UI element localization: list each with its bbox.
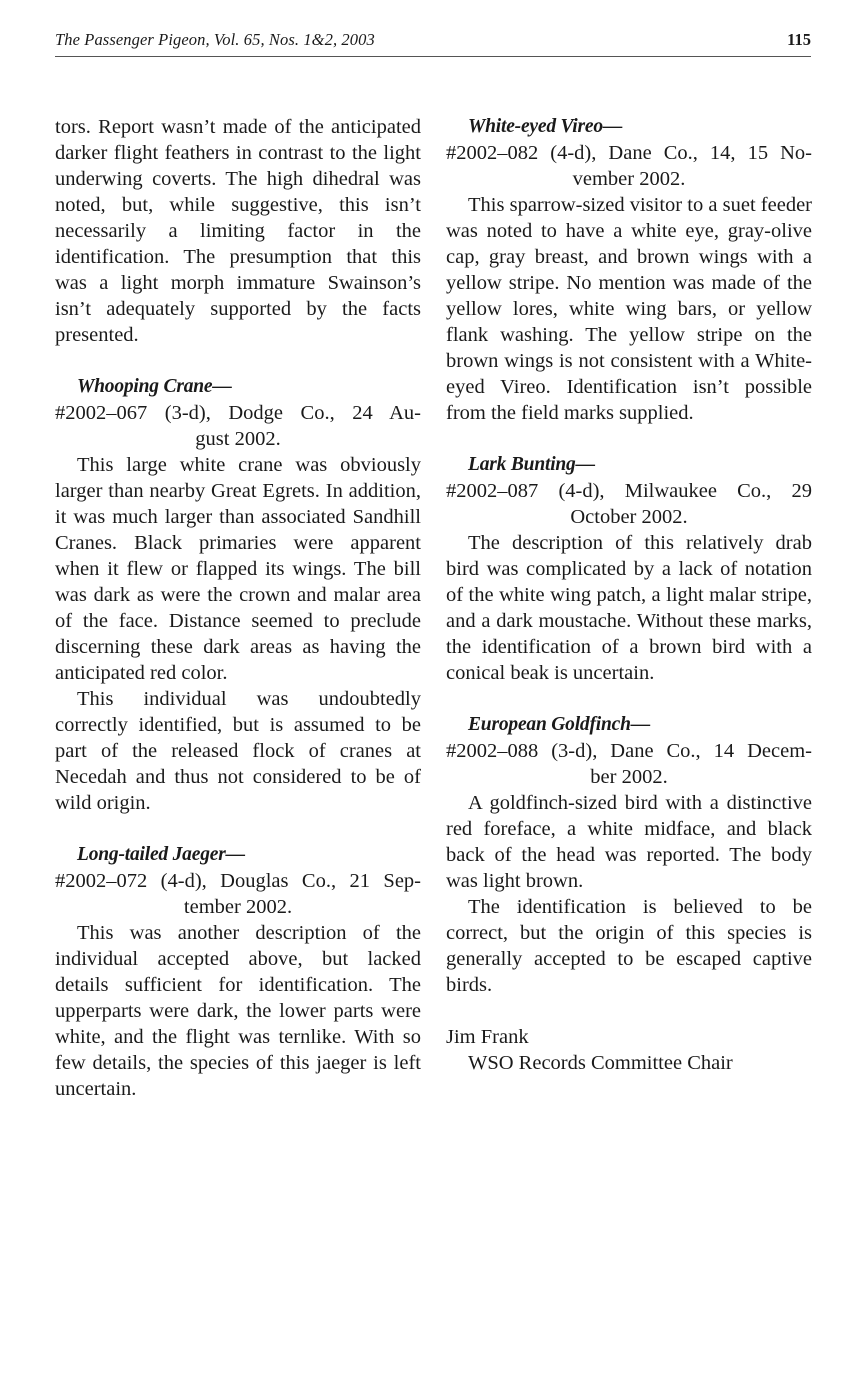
signature-name: Jim Frank — [446, 1026, 529, 1048]
record-line-tail: ber 2002. — [590, 766, 668, 788]
signature-block — [446, 1024, 812, 1076]
record-line-tail: tember 2002. — [183, 896, 293, 918]
species-heading: Long-tailed Jaeger— — [77, 844, 245, 865]
entry-paragraph: The identification is believed to be correct, but the origin of this species is generally accepted to be escaped captive birds. — [446, 896, 812, 996]
entry-paragraph: A goldfinch-sized bird with a distinctive red foreface, a white midface, and black back of the head was reported. The body was light brown. — [446, 792, 812, 892]
entry-paragraph: This sparrow-sized visitor to a suet feeder was noted to have a white eye, gray-olive cap, gray breast, and brown wings with a yellow stripe. No mention was made of the yellow lores, white wing bars, or yellow flank washing. The yellow stripe on the brown wings is not consistent with a White-eyed Vireo. Identification isn’t possible from the field marks supplied. — [446, 194, 812, 424]
left-column — [55, 114, 421, 1102]
record-entry-white-eyed-vireo — [446, 114, 812, 426]
entry-paragraph: The description of this relatively drab bird was complicated by a lack of notation of the white wing patch, a light malar stripe, and a dark moustache. Without these marks, the identification of a brown bird with a conical beak is uncertain. — [446, 532, 812, 684]
species-heading: Lark Bunting— — [468, 454, 595, 475]
running-header — [55, 28, 811, 57]
record-line: #2002–072 (4-d), Douglas Co., 21 Sep- — [55, 870, 421, 892]
record-entry-european-goldfinch — [446, 712, 812, 998]
entry-paragraph: This individual was undoubtedly correctly identified, but is assumed to be part of the released flock of cranes at Necedah and thus not considered to be of wild origin. — [55, 688, 421, 814]
record-entry-long-tailed-jaeger — [55, 842, 421, 1102]
record-line: #2002–067 (3-d), Dodge Co., 24 Au- — [55, 402, 421, 424]
record-entry-lark-bunting — [446, 452, 812, 686]
record-line-tail: gust 2002. — [195, 428, 281, 450]
record-line: #2002–088 (3-d), Dane Co., 14 Decem- — [446, 740, 812, 762]
record-line-tail: October 2002. — [570, 506, 688, 528]
species-heading: White-eyed Vireo— — [468, 116, 623, 137]
right-column — [446, 114, 812, 1076]
signature-title: WSO Records Committee Chair — [468, 1052, 733, 1074]
journal-citation: The Passenger Pigeon, Vol. 65, Nos. 1&2, 2003 — [55, 30, 375, 49]
record-entry-whooping-crane — [55, 374, 421, 816]
species-heading: Whooping Crane— — [77, 376, 232, 397]
record-line: #2002–087 (4-d), Milwaukee Co., 29 — [446, 480, 812, 502]
continuation-paragraph: tors. Report wasn’t made of the anticipated darker flight feathers in contrast to the light underwing coverts. The high dihedral was noted, but, while suggestive, this isn’t necessarily a limiting factor in the identification. The presumption that this was a light morph immature Swainson’s isn’t adequately supported by the facts presented. — [55, 116, 421, 346]
record-line-tail: vember 2002. — [572, 168, 686, 190]
record-line: #2002–082 (4-d), Dane Co., 14, 15 No- — [446, 142, 812, 164]
entry-paragraph: This large white crane was obviously larger than nearby Great Egrets. In addition, it was much larger than associated Sandhill Cranes. Black primaries were apparent when it flew or flapped its wings. The bill was dark as were the crown and malar area of the face. Distance seemed to preclude discerning these dark areas as having the anticipated red color. — [55, 454, 421, 684]
species-heading: European Goldfinch— — [468, 714, 651, 735]
page-number: 115 — [787, 30, 811, 49]
entry-paragraph: This was another description of the individual accepted above, but lacked details sufficient for identification. The upperparts were dark, the lower parts were white, and the flight was ternlike. With so few details, the species of this jaeger is left uncertain. — [55, 922, 421, 1100]
